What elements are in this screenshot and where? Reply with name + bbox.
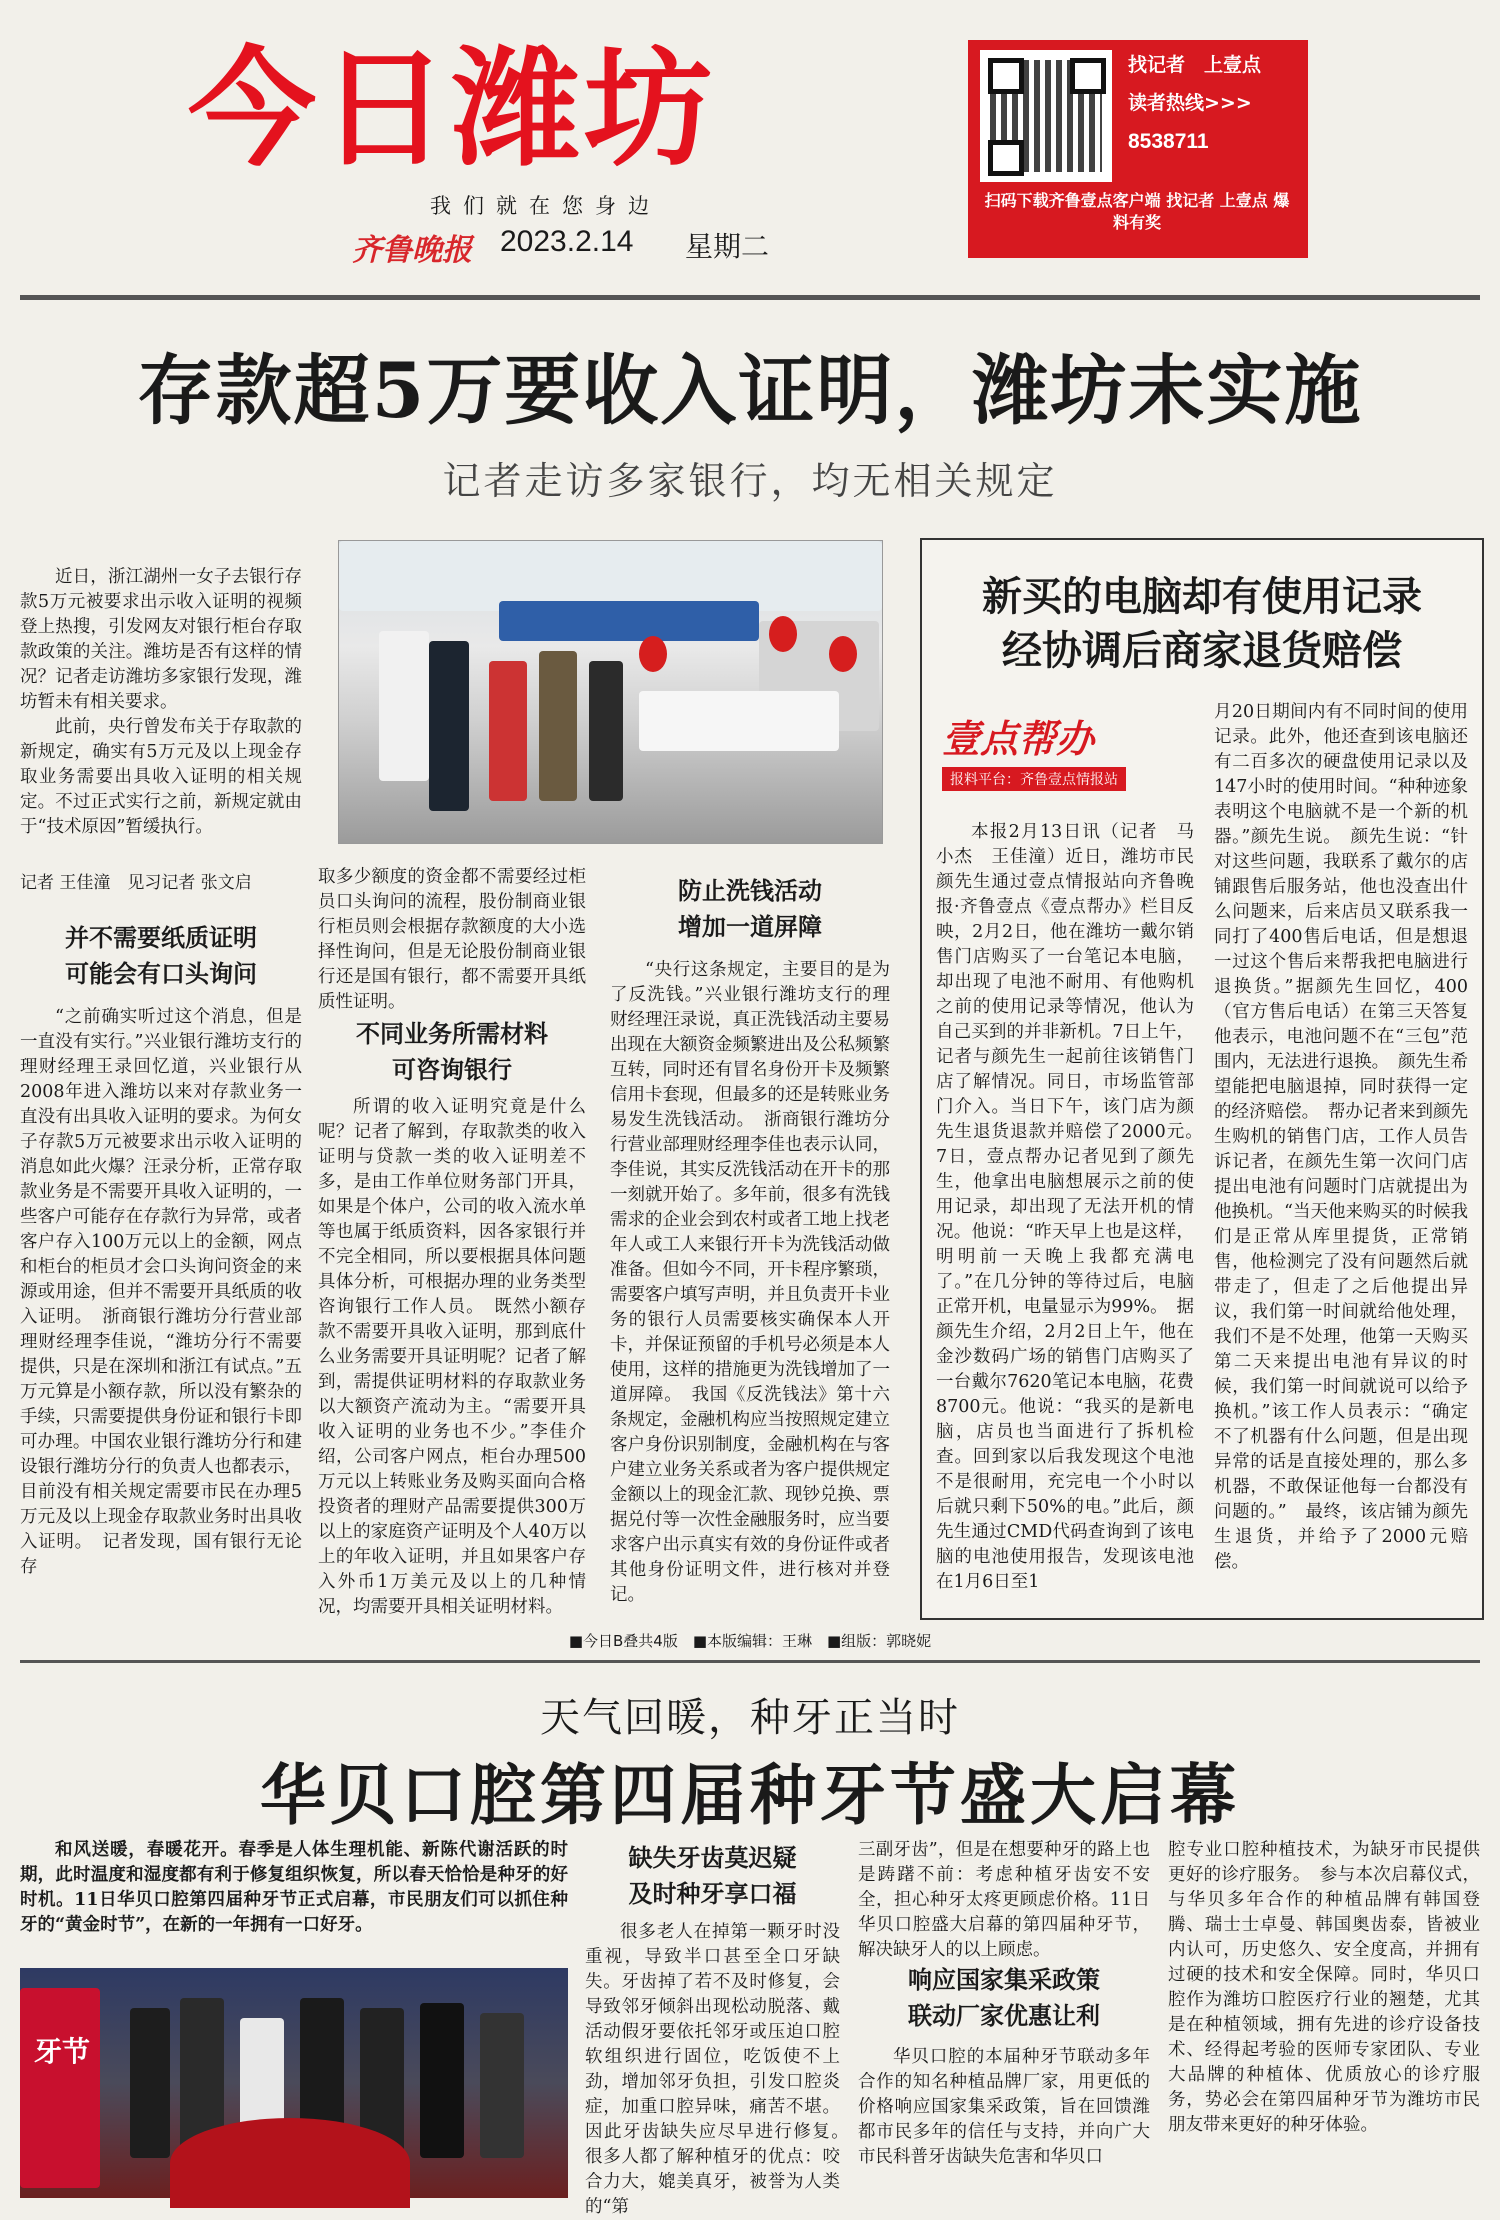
lead-column-3: “央行这条规定，主要目的是为了反洗钱。”兴业银行潍坊支行的理财经理汪录说，真正洗钱活动主要易出现在大额资金频繁进出及公私频繁互转，同时还有冒名身份开卡及频繁信用卡套现，但最多的还是转账业务易发生洗钱活动。 浙商银行潍坊分行营业部理财经理李佳也表示认同，李佳说，其实反洗钱活动在开卡的那一刻就开始了。多年前，很多有洗钱需求的企业会到农村或者工地上找老年人或工人来银行开卡为洗钱活动做准备。但如今不同，开卡程序繁琐，需要客户填写声明，并且负责开卡业务的银行人员需要核实确保本人开卡，并保证预留的手机号必须是本人使用，这样的措施更为洗钱增加了一道屏障。 我国《反洗钱法》第十六条规定，金融机构应当按照规定建立客户身份识别制度，金融机构在与客户建立业务关系或者为客户提供规定金额以上的现金汇款、现钞兑换、票据兑付等一次性金融服务时，应当要求客户出示真实有效的身份证件或者其他身份证明文件，进行核对并登记。 bbox=[610, 960, 890, 1605]
contact-line-1: 找记者 上壹点 bbox=[1128, 54, 1262, 76]
section3-heading: 防止洗钱活动 增加一道屏障 bbox=[678, 876, 822, 941]
contact-box bbox=[968, 40, 1308, 258]
section1-heading: 并不需要纸质证明 可能会有口头询问 bbox=[65, 923, 257, 988]
sidebar-column-2: 月20日期间内有不同时间的使用记录。此外，他还查到该电脑还有二百多次的硬盘使用记录以及147小时的使用时间。“种种迹象表明这个电脑就不是一个新的机器。”颜先生说。 颜先生说：“针对这些问题，我联系了戴尔的店铺跟售后服务站，他也没查出什么问题来，后来店员又联系我一同打了400售后电话，但是想退一过这个售后来帮我把电脑进行退换货。”据颜先生回忆，400（官方售后电话）在第三天答复他表示，电池问题不在“三包”范围内，无法进行退换。 颜先生希望能把电脑退掉，同时获得一定的经济赔偿。 帮办记者来到颜先生购机的销售门店，工作人员告诉记者，在颜先生第一次问门店提出电池有问题时门店就提出为他换机。“当天他来购买的时候我们是正常从库里提货，正常销售，他检测完了没有问题然后就带走了，但走了之后他提出异议，我们第一时间就给他处理，我们不是不处理，他第一天购买第二天来提出电池有异议的时候，我们第一时间就说可以给予换机。”该工作人员表示：“确定不了机器有什么问题，但是出现异常的话是直接处理的，那么多机器，不敢保证他每一台都没有问题的。” 最终，该店铺为颜先生退货，并给予了2000元赔偿。 bbox=[1214, 702, 1468, 1572]
photo-banner-text: 牙节 bbox=[34, 2035, 91, 2068]
ad-intro: 和风送暖，春暖花开。春季是人体生理机能、新陈代谢活跃的时期，此时温度和湿度都有利于修复组织恢复，所以春天恰恰是种牙的好时机。11日华贝口腔第四届种牙节正式启幕，市民朋友们可以抓住种牙的“黄金时节”，在新的一年拥有一口好牙。 bbox=[20, 1840, 568, 1935]
lead-column-2: 所谓的收入证明究竟是什么呢？记者了解到，存取款类的收入证明与贷款一类的收入证明差不多，是由工作单位财务部门开具，如果是个体户，公司的收入流水单等也属于纸质资料，因各家银行并不完全相同，所以要根据具体问题具体分析，可根据办理的业务类型咨询银行工作人员。 既然小额存款不需要开具收入证明，那到底什么业务需要开具证明呢？记者了解到，需提供证明材料的存取款业务以大额资产流动为主。“需要开具收入证明的业务也不少。”李佳介绍，公司客户网点，柜台办理500万元以上转账业务及购买面向合格投资者的理财产品需要提供300万以上的家庭资产证明及个人40万以上的年收入证明，并且如果客户存入外币1万美元及以上的几种情况，均需要开具相关证明材料。 bbox=[318, 1097, 586, 1617]
section2-heading: 不同业务所需材料 可咨询银行 bbox=[356, 1019, 548, 1084]
ad-column-2: 很多老人在掉第一颗牙时没重视，导致半口甚至全口牙缺失。牙齿掉了若不及时修复，会导致邻牙倾斜出现松动脱落、戴活动假牙要依托邻牙或压迫口腔软组织进行固位，吃饭使不上劲，增加邻牙负担，引发口腔炎症，加重口腔异味，痛苦不堪。因此牙齿缺失应尽早进行修复。 很多人都了解种植牙的优点：咬合力大，媲美真牙，被誉为人类的“第 bbox=[585, 1922, 858, 2217]
contact-phone: 8538711 bbox=[1128, 130, 1209, 153]
contact-note: 扫码下载齐鲁壹点客户端 找记者 上壹点 爆料有奖 bbox=[984, 191, 1290, 232]
contact-hotline-label: 读者热线>>> bbox=[1128, 92, 1252, 114]
ad-section1-heading: 缺失牙齿莫迟疑 及时种牙享口福 bbox=[628, 1843, 797, 1908]
paper-name-logo: 齐鲁晚报 bbox=[352, 233, 472, 268]
ad-headline: 华贝口腔第四届种牙节盛大启幕 bbox=[260, 1756, 1240, 1834]
ceremony-photo bbox=[20, 1968, 568, 2198]
sidebar-story bbox=[920, 538, 1484, 1620]
top-rule bbox=[20, 295, 1480, 300]
page-credits: ■今日B叠共4版 ■本版编辑：王琳 ■组版：郭晓妮 bbox=[568, 1632, 932, 1650]
masthead-title: 今日潍坊 bbox=[188, 35, 717, 184]
ad-column-4: 腔专业口腔种植技术，为缺牙市民提供更好的诊疗服务。 参与本次启幕仪式，与华贝多年合作的种植品牌有韩国登腾、瑞士士卓曼、韩国奥齿泰，皆被业内认可，历史悠久、安全度高，并拥有过硬的技术和安全保障。同时，华贝口腔作为潍坊口腔医疗行业的翘楚，尤其是在种植领域，拥有先进的诊疗设备技术、经得起考验的医师专家团队、专业大品牌的种植体、优质放心的诊疗服务，势必会在第四届种牙节为潍坊市民朋友带来更好的种牙体验。 bbox=[1168, 1840, 1480, 2135]
lead-column-2-top: 取多少额度的资金都不需要经过柜员口头询问的流程，股份制商业银行柜员则会根据存款额度的大小选择性询问，但是无论股份制商业银行还是国有银行，都不需要开具纸质性证明。 bbox=[318, 867, 586, 1012]
issue-weekday: 星期二 bbox=[685, 230, 770, 263]
bank-lobby-photo bbox=[338, 540, 883, 844]
ad-section2-heading: 响应国家集采政策 联动厂家优惠让利 bbox=[908, 1965, 1100, 2030]
ad-column-3: 华贝口腔的本届种牙节联动多年合作的知名种植品牌厂家，用更低的价格响应国家集采政策，旨在回馈潍都市民多年的信任与支持，并向广大市民科普牙齿缺失危害和华贝口 bbox=[858, 2047, 1150, 2167]
ad-column-3-top: 三副牙齿”，但是在想要种牙的路上也是踌躇不前：考虑种植牙齿安不安全，担心种牙太疼更顾虑价格。11日华贝口腔盛大启幕的第四届种牙节，解决缺牙人的以上顾虑。 bbox=[858, 1840, 1150, 1960]
qr-code-icon[interactable] bbox=[980, 50, 1112, 182]
lead-byline: 记者 王佳潼 见习记者 张文启 bbox=[20, 873, 252, 893]
masthead-slogan: 我们就在您身边 bbox=[430, 194, 661, 218]
lead-column-1: “之前确实听过这个消息，但是一直没有实行。”兴业银行潍坊支行的理财经理王录回忆道，兴业银行从2008年进入潍坊以来对存款业务一直没有出具收入证明的要求。为何女子存款5万元被要求出示收入证明的消息如此火爆？汪录分析，正常存取款业务是不需要开具收入证明的，一些客户可能存在存款行为异常，或者客户存入100万元以上的金额，网点和柜台的柜员才会口头询问资金的来源或用途，但并不需要开具纸质的收入证明。 浙商银行潍坊分行营业部理财经理李佳说，“潍坊分行不需要提供，只是在深圳和浙江有试点。”五万元算是小额存款，所以没有繁杂的手续，只需要提供身份证和银行卡即可办理。中国农业银行潍坊分行和建设银行潍坊分行的负责人也都表示，目前没有相关规定需要市民在办理5万元及以上现金存取款业务时出具收入证明。 记者发现，国有银行无论存 bbox=[20, 1007, 302, 1577]
issue-date: 2023.2.14 bbox=[500, 225, 634, 258]
ad-subhead: 天气回暖，种牙正当时 bbox=[540, 1695, 960, 1741]
ad-rule bbox=[20, 1660, 1480, 1663]
sidebar-title: 新买的电脑却有使用记录 经协调后商家退货赔偿 bbox=[982, 573, 1422, 674]
sidebar-column-1: 本报2月13日讯（记者 马小杰 王佳潼）近日，潍坊市民颜先生通过壹点情报站向齐鲁晚报·齐鲁壹点《壹点帮办》栏目反映，2月2日，他在潍坊一戴尔销售门店购买了一台笔记本电脑，却出现了电池不耐用、有他购机之前的使用记录等情况，他认为自己买到的并非新机。7日上午，记者与颜先生一起前往该销售门店了解情况。同日，市场监管部门介入。当日下午，该门店为颜先生退货退款并赔偿了2000元。 7日，壹点帮办记者见到了颜先生，他拿出电脑想展示之前的使用记录，却出现了无法开机的情况。他说：“昨天早上也是这样，明明前一天晚上我都充满电了。”在几分钟的等待过后，电脑正常开机，电量显示为99%。 据颜先生介绍，2月2日上午，他在金沙数码广场的销售门店购买了一台戴尔7620笔记本电脑，花费8700元。他说：“我买的是新电脑，店员也当面进行了拆机检查。回到家以后我发现这个电池不是很耐用，充完电一个小时以后就只剩下50%的电。”此后，颜先生通过CMD代码查询到了该电脑的电池使用报告，发现该电池在1月6日至1 bbox=[936, 822, 1212, 1592]
lead-headline: 存款超5万要收入证明，潍坊未实施 bbox=[137, 346, 1363, 435]
lead-intro: 近日，浙江湖州一女子去银行存款5万元被要求出示收入证明的视频登上热搜，引发网友对银行柜台存取款政策的关注。潍坊是否有这样的情况？记者走访潍坊多家银行发现，潍坊暂未有相关要求。 此前，央行曾发布关于存取款的新规定，确实有5万元及以上现金存取业务需要出具收入证明的相关规定。不过正式实行之前，新规定就由于“技术原因”暂缓执行。 bbox=[20, 567, 302, 837]
lead-subhead: 记者走访多家银行，均无相关规定 bbox=[442, 459, 1058, 503]
yidian-bangban-logo: 壹点帮办 报料平台：齐鲁壹点情报站 bbox=[942, 708, 1182, 798]
